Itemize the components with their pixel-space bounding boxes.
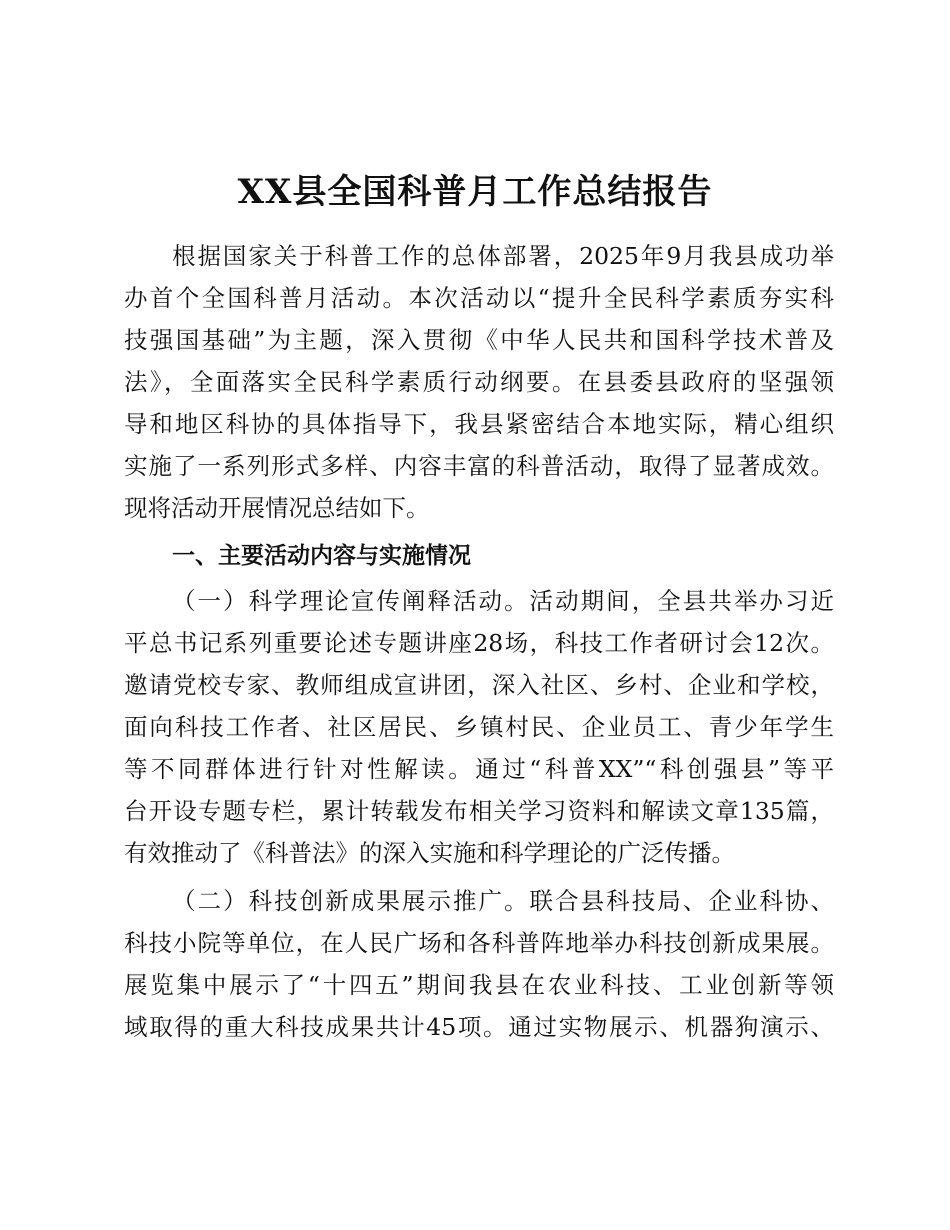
paragraph-line: 有效推动了《科普法》的深入实施和科学理论的广泛传播。 [124,839,735,867]
paragraph-line: 等不同群体进行针对性解读。通过“科普XX”“科创强县”等平 [124,755,834,783]
paragraph-line: 邀请党校专家、教师组成宣讲团，深入社区、乡村、企业和学校， [124,671,834,699]
paragraph-line: 域取得的重大科技成果共计45项。通过实物展示、机器狗演示、 [124,1013,834,1041]
paragraph-line: 面向科技工作者、社区居民、乡镇村民、企业员工、青少年学生 [124,713,834,741]
section-heading: 一、主要活动内容与实施情况 [172,543,471,569]
document-title: XX县全国科普月工作总结报告 [237,172,713,212]
paragraph-line: 现将活动开展情况总结如下。 [124,494,430,522]
paragraph-line: 法》，全面落实全民科学素质行动纲要。在县委县政府的坚强领 [124,368,834,396]
paragraph-line: 实施了一系列形式多样、内容丰富的科普活动，取得了显著成效。 [124,452,834,480]
paragraph-line: 展览集中展示了“十四五”期间我县在农业科技、工业创新等领 [124,971,834,999]
paragraph-line: 办首个全国科普月活动。本次活动以“提升全民科学素质夯实科 [124,284,834,312]
paragraph-line: 科技小院等单位，在人民广场和各科普阵地举办科技创新成果展。 [124,929,834,957]
paragraph-line: 台开设专题专栏，累计转载发布相关学习资料和解读文章135篇， [124,797,834,825]
paragraph-line: （二）科技创新成果展示推广。联合县科技局、企业科协、 [172,887,834,915]
paragraph-line: 平总书记系列重要论述专题讲座28场，科技工作者研讨会12次。 [124,629,834,657]
paragraph-line: 技强国基础”为主题，深入贯彻《中华人民共和国科学技术普及 [124,326,834,354]
paragraph-line: （一）科学理论宣传阐释活动。活动期间，全县共举办习近 [172,587,834,615]
paragraph-line: 导和地区科协的具体指导下，我县紧密结合本地实际，精心组织 [124,410,834,438]
paragraph-line: 根据国家关于科普工作的总体部署，2025年9月我县成功举 [172,242,834,270]
